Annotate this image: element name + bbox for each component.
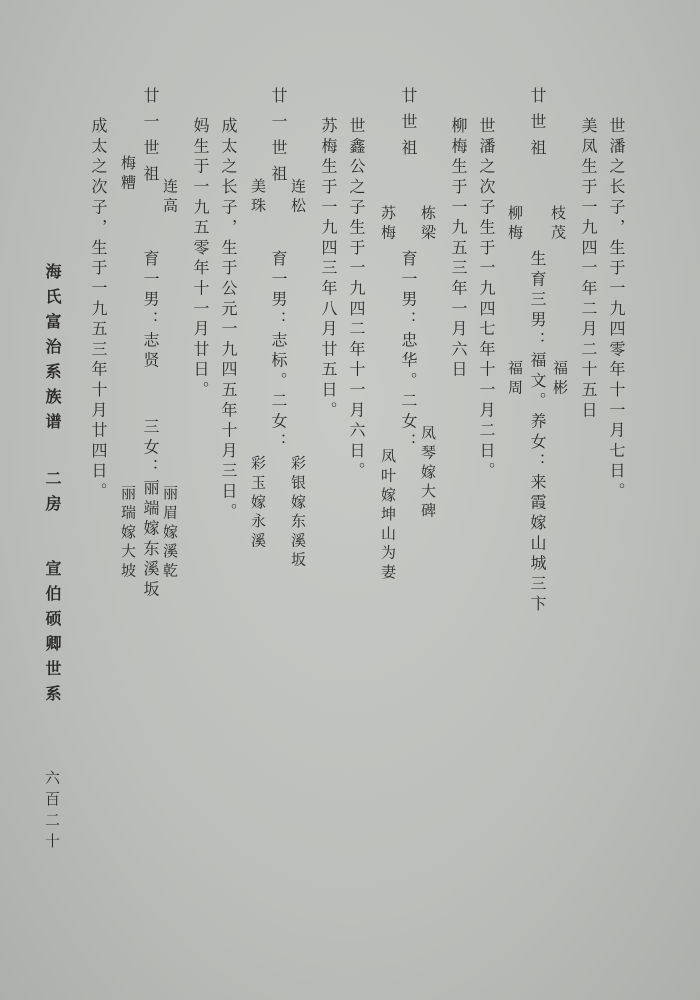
name-label: 美珠 (249, 178, 267, 217)
text-column: 成太之次子，生于一九五三年十月廿四日。 (89, 117, 108, 503)
book-title: 海氏富治系族谱 (43, 263, 62, 438)
text-column: 福彬 (551, 360, 569, 399)
name-label: 连高 (161, 178, 179, 217)
text-column: 世潘之次子生于一九四七年十一月二日。 (477, 117, 496, 483)
text-column: 育一男：志贤 (141, 250, 160, 372)
text-column: 凤琴嫁大碑 (419, 425, 437, 522)
name-label: 连松 (289, 178, 307, 217)
name-label: 梅糟 (119, 155, 137, 194)
text-column: 柳梅生于一九五三年一月六日 (449, 117, 468, 381)
text-column: 丽瑞嫁大坡 (119, 485, 137, 582)
text-column: 凤叶嫁坤山为妻 (379, 448, 397, 584)
name-label: 苏梅 (379, 205, 397, 244)
text-column: 美凤生于一九四一年二月二十五日 (579, 117, 598, 422)
text-column: 彩银嫁东溪坂 (289, 455, 307, 571)
text-column: 成太之长子，生于公元一九四五年十月三日。 (219, 117, 238, 523)
name-label: 栋梁 (419, 205, 437, 244)
text-column: 妈生于一九五零年十一月廿日。 (191, 117, 210, 402)
generation-heading: 廿世祖 (528, 87, 547, 165)
text-column: 生育三男：福文。养女：来霞嫁山城三卞 (528, 250, 547, 616)
lineage-label: 宣伯硕卿世系 (43, 560, 62, 710)
text-column: 育一男：忠华。二女： (399, 250, 418, 453)
text-column: 世潘之长子，生于一九四零年十一月七日。 (607, 117, 626, 503)
generation-heading: 廿世祖 (399, 87, 418, 165)
text-column: 彩玉嫁永溪 (249, 455, 267, 552)
page-number: 六百二十 (43, 770, 61, 854)
generation-heading: 廿一世祖 (269, 87, 288, 191)
text-column: 苏梅生于一九四三年八月廿五日。 (319, 117, 338, 422)
text-column: 育一男：志标。二女： (269, 250, 288, 453)
text-column: 丽眉嫁溪乾 (161, 485, 179, 582)
text-column: 福周 (506, 360, 524, 399)
generation-heading: 廿一世祖 (141, 87, 160, 191)
name-label: 枝茂 (549, 205, 567, 244)
text-column: 世鑫公之子生于一九四二年十一月六日。 (347, 117, 366, 483)
text-column: 三女：丽端嫁东溪坂 (141, 418, 160, 601)
branch-label: 二房 (43, 470, 62, 520)
name-label: 柳梅 (506, 205, 524, 244)
